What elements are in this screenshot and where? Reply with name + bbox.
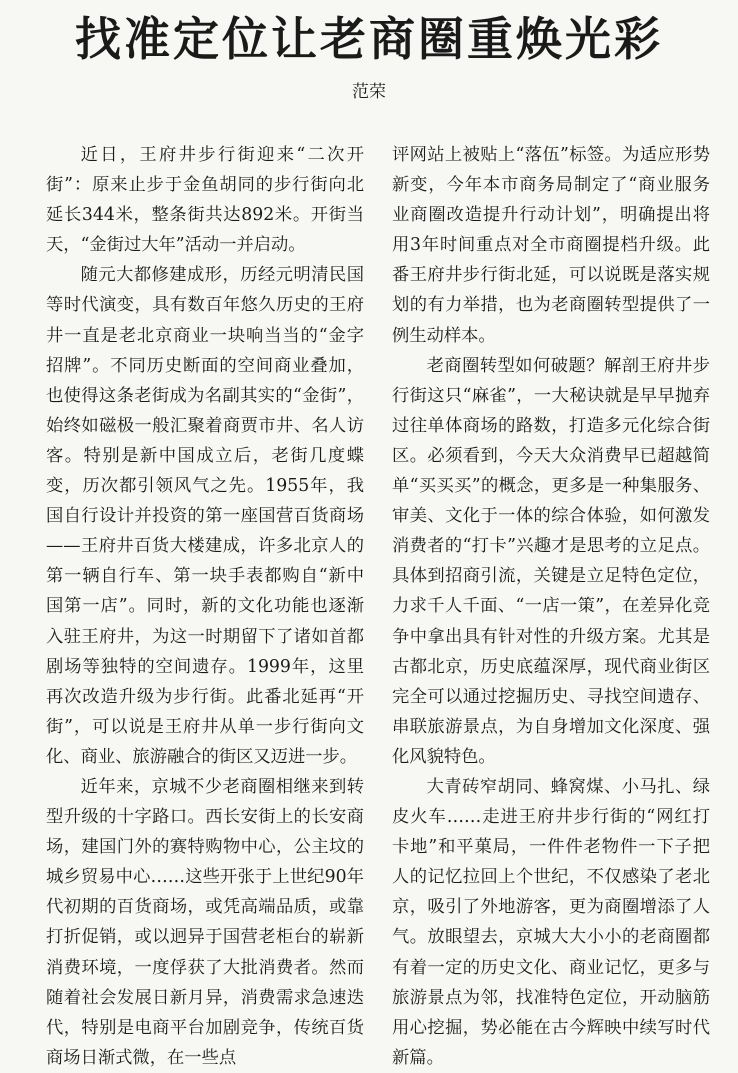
paragraph: 近年来，京城不少老商圈相继来到转型升级的十字路口。西长安街上的长安商场，建国门外的赛特购物中心，公主坟的城乡贸易中心……这些开张于上世纪90年代初期的百货商场，或凭高端品质，或靠打折促销，或以迥异于国营老柜台的崭新消费环境，一度俘获了大批消费者。然而随着社会发展日新月异，消费需求急速迭代，特别是电商平台加剧竞争，传统百货商场日渐式微，在一些点 <box>46 776 364 1068</box>
paragraph: 大青砖窄胡同、蜂窝煤、小马扎、绿皮火车……走进王府井步行街的“网红打卡地”和平菓局，一件件老物件一下子把人的记忆拉回上个世纪，不仅感染了老北京，吸引了外地游客，更为商圈增添了人气。放眼望去，京城大大小小的老商圈都有着一定的历史文化、商业记忆，更多与旅游景点为邻，找准特色定位，开动脑筋用心挖掘，势必能在古今辉映中续写时代新篇。 <box>392 776 710 1068</box>
paragraph: 近日，王府井步行街迎来“二次开街”：原来止步于金鱼胡同的步行街向北延长344米，整条街共达892米。开街当天，“金街过大年”活动一并启动。 <box>46 145 364 256</box>
article-author: 范荣 <box>352 82 386 102</box>
paragraph: 随元大都修建成形，历经元明清民国等时代演变，具有数百年悠久历史的王府井一直是老北京商业一块响当当的“金字招牌”。不同历史断面的空间商业叠加，也使得这条老街成为名副其实的“金街”，始终如磁极一般汇聚着商贾市井、名人访客。特别是新中国成立后，老街几度蝶变，历次都引领风气之先。1955年，我国自行设计并投资的第一座国营百货商场——王府井百货大楼建成，许多北京人的第一辆自行车、第一块手表都购自“新中国第一店”。同时，新的文化功能也逐渐入驻王府井，为这一时期留下了诸如首都剧场等独特的空间遗存。1999年，这里再次改造升级为步行街。此番北延再“开街”，可以说是王府井从单一步行街向文化、商业、旅游融合的街区又迈进一步。 <box>46 265 364 767</box>
paragraph-continued: 评网站上被贴上“落伍”标签。为适应形势新变，今年本市商务局制定了“商业服务业商圈改造提升行动计划”，明确提出将用3年时间重点对全市商圈提档升级。此番王府井步行街北延，可以说既是落实规划的有力举措，也为老商圈转型提供了一例生动样本。 <box>392 145 710 346</box>
paragraph: 老商圈转型如何破题？解剖王府井步行街这只“麻雀”，一大秘诀就是早早抛弃过往单体商场的路数，打造多元化综合街区。必须看到，今天大众消费早已超越简单“买买买”的概念，更多是一种集服务、审美、文化于一体的综合体验，如何激发消费者的“打卡”兴趣才是思考的立足点。具体到招商引流，关键是立足特色定位，力求千人千面、“一店一策”，在差异化竞争中拿出具有针对性的升级方案。尤其是古都北京，历史底蕴深厚，现代商业街区完全可以通过挖掘历史、寻找空间遗存、串联旅游景点，为自身增加文化深度、强化风貌特色。 <box>392 355 710 767</box>
right-column <box>392 140 710 1073</box>
left-column <box>46 140 364 1073</box>
article-title: 找准定位让老商圈重焕光彩 <box>75 12 663 66</box>
